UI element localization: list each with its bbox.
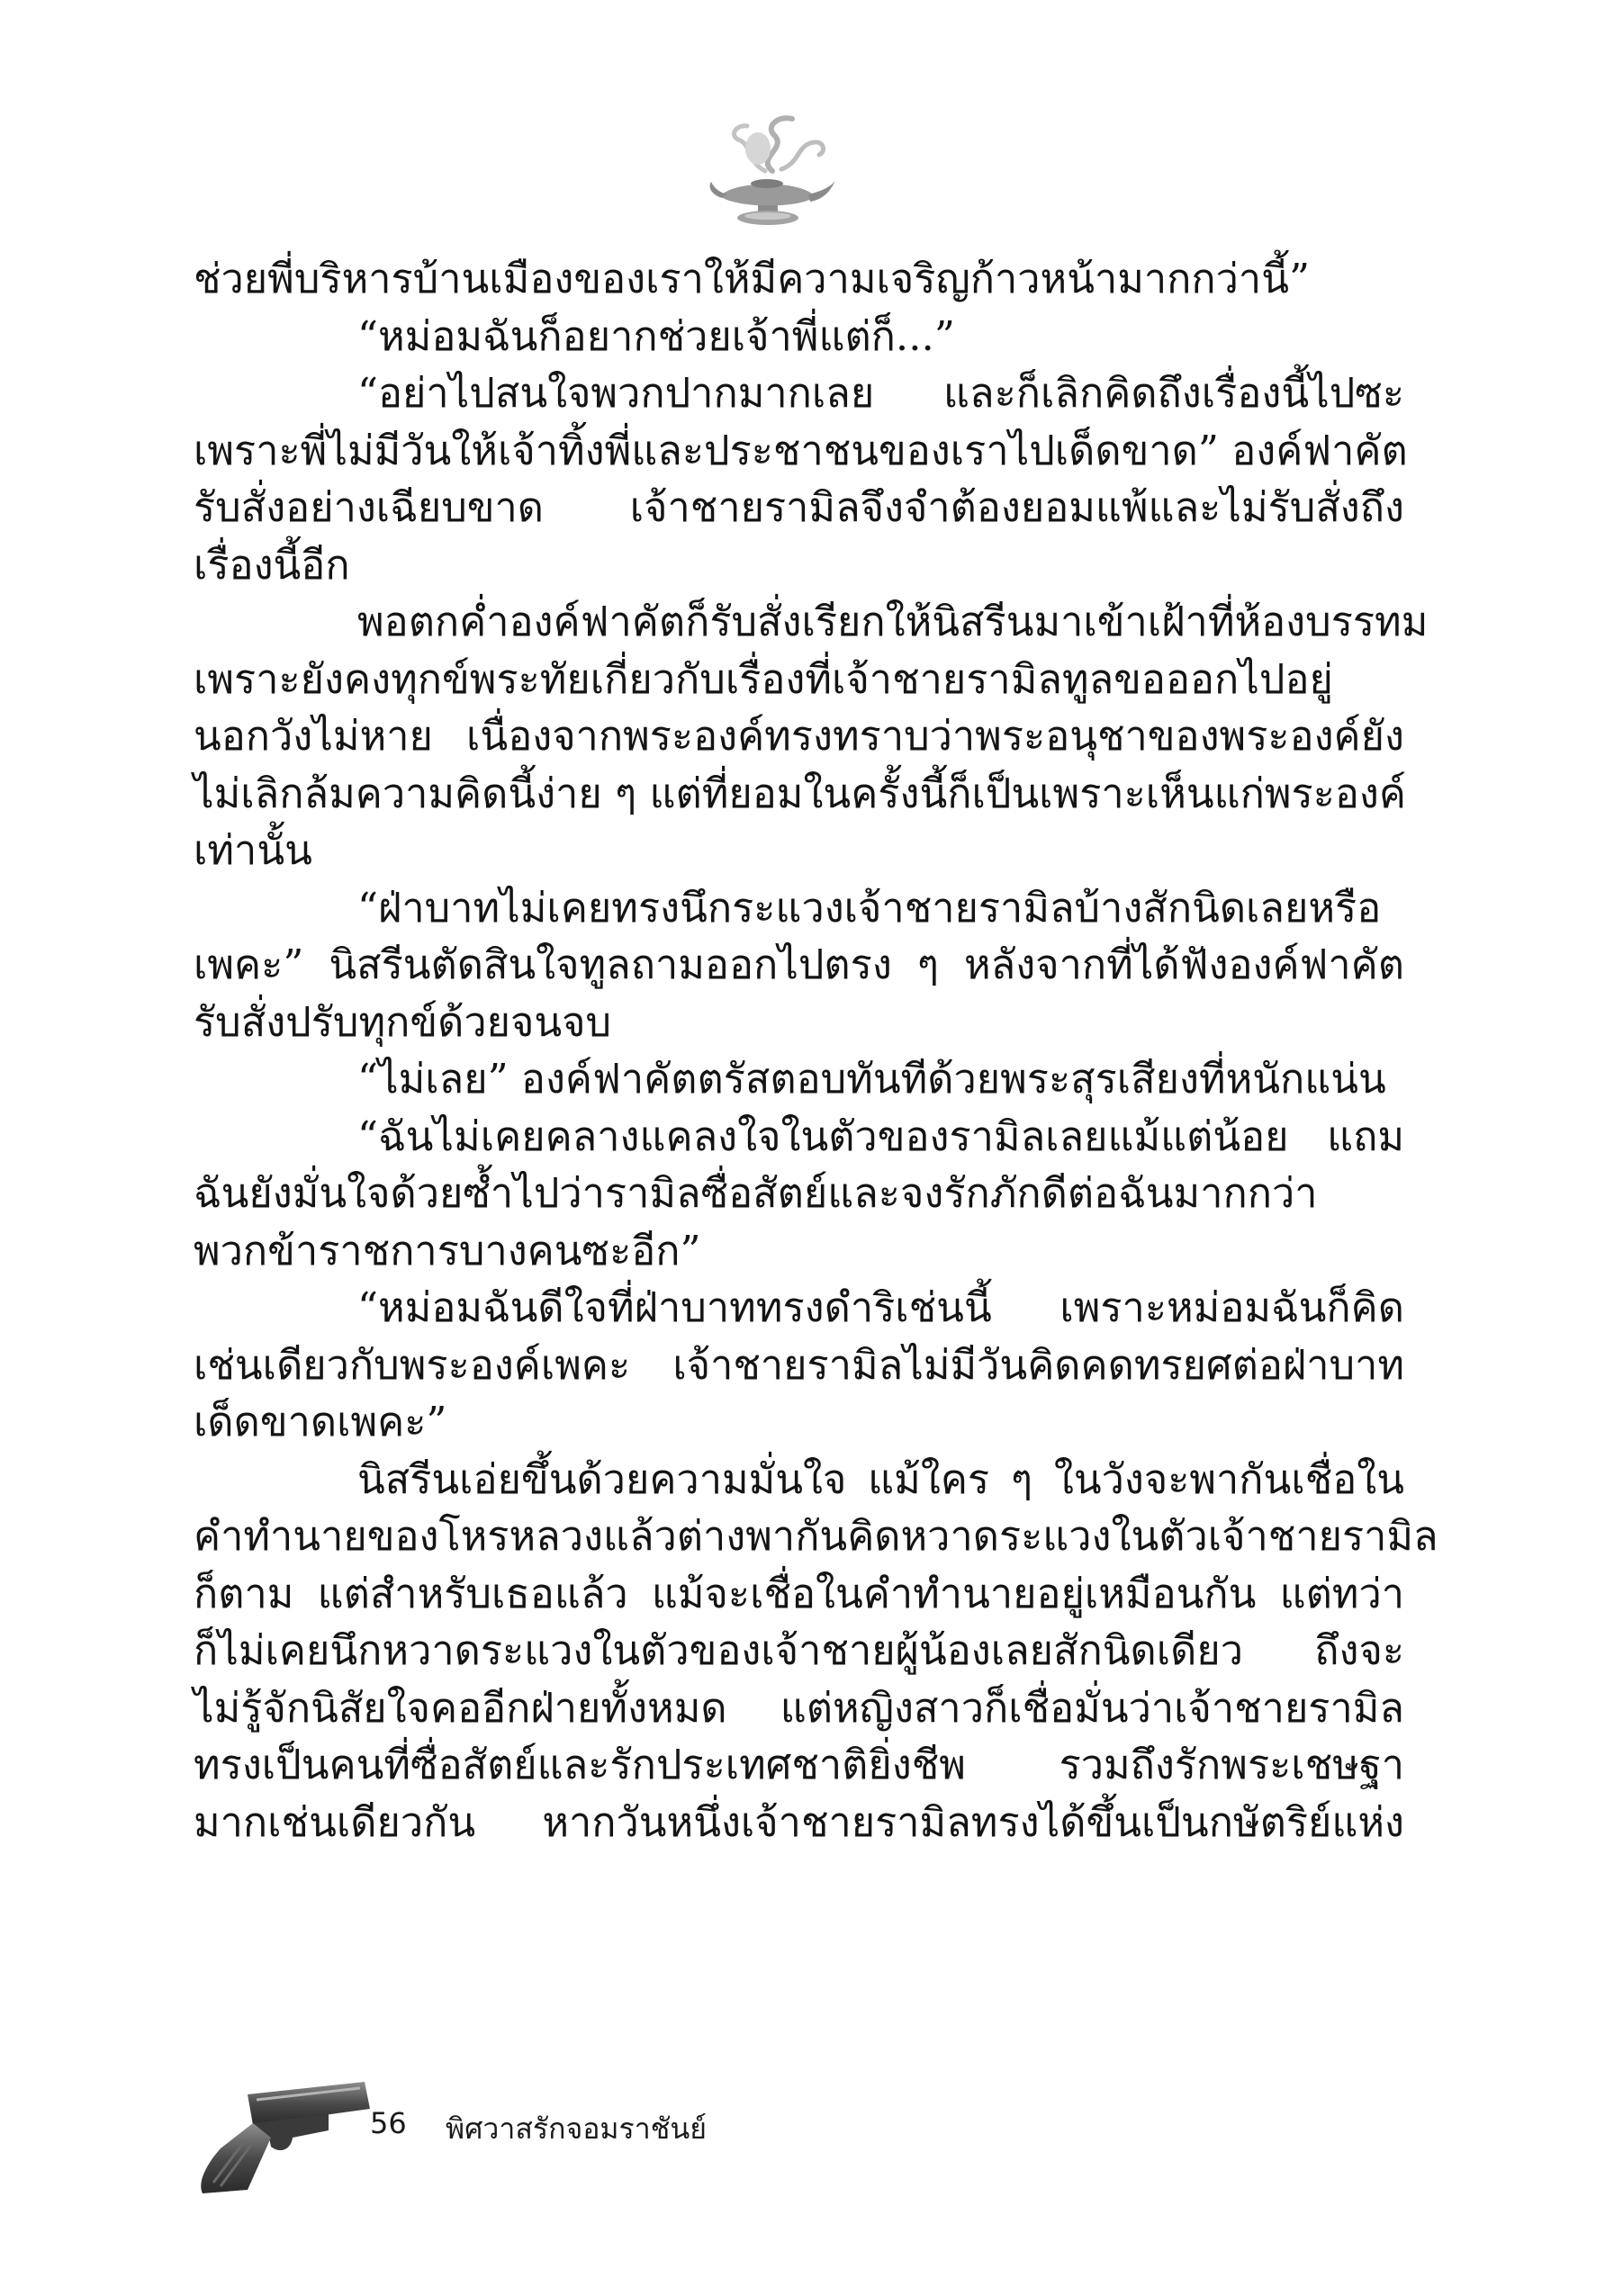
text-line: คำทำนายของโหรหลวงแล้วต่างพากันคิดหวาดระแวงในตัวเจ้าชายรามิล [194,1512,1438,1560]
magic-lamp-icon [702,108,837,234]
text-line: ช่วยพี่บริหารบ้านเมืองของเราให้มีความเจริญก้าวหน้ามากกว่านี้” [194,255,1310,302]
text-line: “หม่อมฉันดีใจที่ฝ่าบาททรงดำริเช่นนี้ เพราะหม่อมฉันก็คิด [357,1283,1404,1331]
text-line: รับสั่งอย่างเฉียบขาด เจ้าชายรามิลจึงจำต้องยอมแพ้และไม่รับสั่งถึง [194,483,1404,531]
text-line: เพราะพี่ไม่มีวันให้เจ้าทิ้งพี่และประชาชนของเราไปเด็ดขาด” องค์ฟาคัต [194,426,1408,474]
text-line: เพราะยังคงทุกข์พระทัยเกี่ยวกับเรื่องที่เจ้าชายรามิลทูลขอออกไปอยู่ [194,654,1333,703]
text-line: “ฝ่าบาทไม่เคยทรงนึกระแวงเจ้าชายรามิลบ้างสักนิดเลยหรือ [357,883,1382,932]
text-line: ก็ตาม แต่สำหรับเธอแล้ว แม้จะเชื่อในคำทำนายอยู่เหมือนกัน แต่ทว่า [194,1569,1404,1617]
body-text [194,250,1438,1850]
text-line: เด็ดขาดเพคะ” [194,1398,447,1445]
text-line: พอตกค่ำองค์ฟาคัตก็รับสั่งเรียกให้นิสรีนมาเข้าเฝ้าที่ห้องบรรทม [357,598,1429,645]
page-number: 56 [370,2106,407,2140]
text-line: เท่านั้น [194,826,312,874]
text-line: “อย่าไปสนใจพวกปากมากเลย และก็เลิกคิดถึงเรื่องนี้ไปซะ [357,369,1404,417]
text-line: “ฉันไม่เคยคลางแคลงใจในตัวของรามิลเลยแม้แต่น้อย แถม [357,1112,1404,1160]
text-line: ทรงเป็นคนที่ซื่อสัตย์และรักประเทศชาติยิ่งชีพ รวมถึงรักพระเชษฐา [194,1741,1404,1788]
text-line: มากเช่นเดียวกัน หากวันหนึ่งเจ้าชายรามิลทรงได้ขึ้นเป็นกษัตริย์แห่ง [194,1797,1404,1846]
text-line: รับสั่งปรับทุกข์ด้วยจนจบ [194,997,612,1046]
text-line: เรื่องนี้อีก [194,540,350,589]
text-line: นอกวังไม่หาย เนื่องจากพระองค์ทรงทราบว่าพระอนุชาของพระองค์ยัง [194,712,1404,760]
text-line: เช่นเดียวกับพระองค์เพคะ เจ้าชายรามิลไม่มีวันคิดคดทรยศต่อฝ่าบาท [194,1340,1404,1389]
page-footer [194,2070,1004,2205]
text-line: ฉันยังมั่นใจด้วยซ้ำไปว่ารามิลซื่อสัตย์และจงรักภักดีต่อฉันมากกว่า [194,1169,1318,1217]
text-line: พวกข้าราชการบางคนซะอีก” [194,1226,701,1274]
text-line: “หม่อมฉันก็อยากช่วยเจ้าพี่แต่ก็...” [357,311,955,360]
text-line: ก็ไม่เคยนึกหวาดระแวงในตัวของเจ้าชายผู้น้องเลยสักนิดเดียว ถึงจะ [194,1626,1404,1674]
text-line: “ไม่เลย” องค์ฟาคัตตรัสตอบทันทีด้วยพระสุรเสียงที่หนักแน่น [357,1055,1386,1103]
pistol-icon [194,2075,374,2196]
text-line: ไม่เลิกล้มความคิดนี้ง่าย ๆ แต่ที่ยอมในครั้งนี้ก็เป็นเพราะเห็นแก่พระองค์ [194,769,1406,817]
book-title: พิศวาสรักจอมราชันย์ [446,2111,707,2146]
text-line: ไม่รู้จักนิสัยใจคออีกฝ่ายทั้งหมด แต่หญิงสาวก็เชื่อมั่นว่าเจ้าชายรามิล [194,1683,1404,1732]
text-line: นิสรีนเอ่ยขึ้นด้วยความมั่นใจ แม้ใคร ๆ ในวังจะพากันเชื่อใน [357,1454,1404,1503]
text-line: เพคะ” นิสรีนตัดสินใจทูลถามออกไปตรง ๆ หลังจากที่ได้ฟังองค์ฟาคัต [194,941,1404,988]
